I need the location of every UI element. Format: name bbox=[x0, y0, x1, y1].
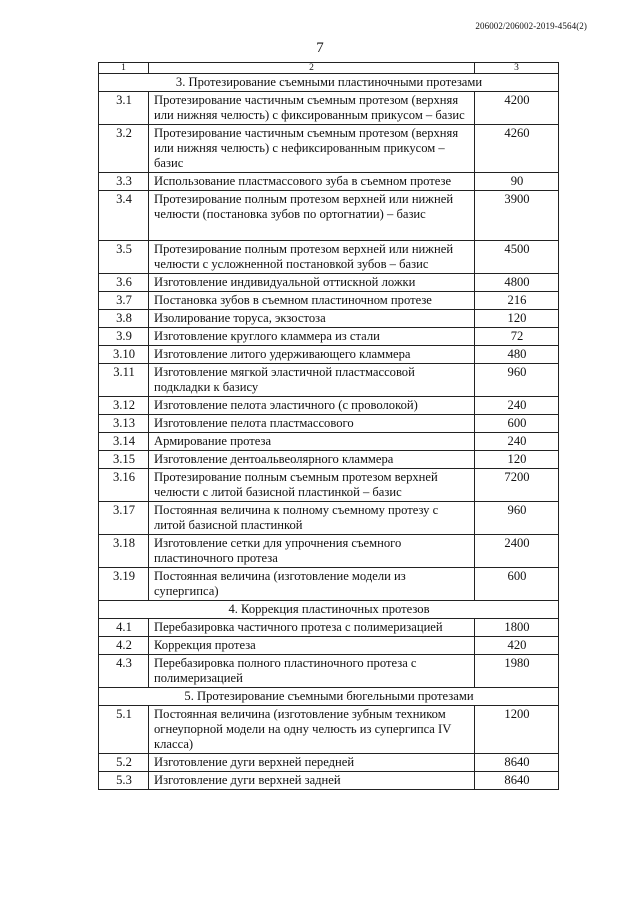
item-name: Протезирование полным съемным протезом верхней челюсти с литой базисной пластинкой – базис bbox=[149, 469, 475, 502]
item-name: Использование пластмассового зуба в съемном протезе bbox=[149, 173, 475, 191]
item-name: Изготовление пелота эластичного (с проволокой) bbox=[149, 397, 475, 415]
table-row bbox=[99, 310, 559, 328]
item-price: 960 bbox=[475, 364, 559, 397]
item-name: Изготовление дуги верхней задней bbox=[149, 772, 475, 790]
item-code: 5.3 bbox=[99, 772, 149, 790]
item-name: Изготовление мягкой эластичной пластмассовой подкладки к базису bbox=[149, 364, 475, 397]
item-code: 3.4 bbox=[99, 191, 149, 241]
table-row bbox=[99, 364, 559, 397]
table-row bbox=[99, 568, 559, 601]
item-code: 5.2 bbox=[99, 754, 149, 772]
section-header-row bbox=[99, 74, 559, 92]
item-name: Изготовление круглого кламмера из стали bbox=[149, 328, 475, 346]
table-row bbox=[99, 706, 559, 754]
price-table bbox=[98, 62, 559, 790]
item-code: 3.17 bbox=[99, 502, 149, 535]
item-code: 3.19 bbox=[99, 568, 149, 601]
table-row bbox=[99, 346, 559, 364]
section-title: 3. Протезирование съемными пластиночными протезами bbox=[99, 74, 559, 92]
item-price: 1980 bbox=[475, 655, 559, 688]
item-price: 4200 bbox=[475, 92, 559, 125]
item-code: 4.1 bbox=[99, 619, 149, 637]
table-row bbox=[99, 173, 559, 191]
item-price: 8640 bbox=[475, 754, 559, 772]
table-row bbox=[99, 191, 559, 241]
item-price: 120 bbox=[475, 310, 559, 328]
item-price: 960 bbox=[475, 502, 559, 535]
section-title: 4. Коррекция пластиночных протезов bbox=[99, 601, 559, 619]
document-id: 206002/206002-2019-4564(2) bbox=[475, 21, 587, 31]
item-code: 3.12 bbox=[99, 397, 149, 415]
section-title: 5. Протезирование съемными бюгельными протезами bbox=[99, 688, 559, 706]
item-price: 90 bbox=[475, 173, 559, 191]
table-row bbox=[99, 451, 559, 469]
column-number-row bbox=[99, 63, 559, 74]
item-name: Изолирование торуса, экзостоза bbox=[149, 310, 475, 328]
table-row bbox=[99, 502, 559, 535]
table-row bbox=[99, 241, 559, 274]
item-price: 4800 bbox=[475, 274, 559, 292]
column-number: 2 bbox=[149, 63, 475, 74]
item-code: 3.15 bbox=[99, 451, 149, 469]
item-name: Постоянная величина (изготовление модели из супергипса) bbox=[149, 568, 475, 601]
table-row bbox=[99, 469, 559, 502]
page-number: 7 bbox=[316, 40, 324, 56]
table-row bbox=[99, 772, 559, 790]
item-code: 3.13 bbox=[99, 415, 149, 433]
item-name: Изготовление дентоальвеолярного кламмера bbox=[149, 451, 475, 469]
section-header-row bbox=[99, 601, 559, 619]
item-code: 3.9 bbox=[99, 328, 149, 346]
item-name: Протезирование полным протезом верхней или нижней челюсти (постановка зубов по ортогнатии) – базис bbox=[149, 191, 475, 241]
item-code: 3.11 bbox=[99, 364, 149, 397]
item-code: 5.1 bbox=[99, 706, 149, 754]
item-name: Протезирование частичным съемным протезом (верхняя или нижняя челюсть) с фиксированным прикусом – базис bbox=[149, 92, 475, 125]
item-name: Перебазировка полного пластиночного протеза с полимеризацией bbox=[149, 655, 475, 688]
item-price: 216 bbox=[475, 292, 559, 310]
item-name: Постановка зубов в съемном пластиночном протезе bbox=[149, 292, 475, 310]
item-price: 8640 bbox=[475, 772, 559, 790]
column-number: 1 bbox=[99, 63, 149, 74]
item-name: Постоянная величина (изготовление зубным техником огнеупорной модели на одну челюсть из супергипса IV класса) bbox=[149, 706, 475, 754]
item-code: 3.8 bbox=[99, 310, 149, 328]
item-name: Перебазировка частичного протеза с полимеризацией bbox=[149, 619, 475, 637]
item-price: 2400 bbox=[475, 535, 559, 568]
table-row bbox=[99, 292, 559, 310]
table-row bbox=[99, 397, 559, 415]
item-code: 3.14 bbox=[99, 433, 149, 451]
item-price: 420 bbox=[475, 637, 559, 655]
item-code: 3.7 bbox=[99, 292, 149, 310]
table-row bbox=[99, 433, 559, 451]
item-price: 600 bbox=[475, 568, 559, 601]
item-price: 1800 bbox=[475, 619, 559, 637]
item-name: Протезирование полным протезом верхней или нижней челюсти с усложненной постановкой зубов – базис bbox=[149, 241, 475, 274]
item-code: 3.1 bbox=[99, 92, 149, 125]
table-row bbox=[99, 619, 559, 637]
item-code: 3.2 bbox=[99, 125, 149, 173]
item-name: Изготовление дуги верхней передней bbox=[149, 754, 475, 772]
item-code: 3.6 bbox=[99, 274, 149, 292]
table-row bbox=[99, 274, 559, 292]
item-code: 3.16 bbox=[99, 469, 149, 502]
item-name: Изготовление пелота пластмассового bbox=[149, 415, 475, 433]
table-row bbox=[99, 415, 559, 433]
item-code: 4.3 bbox=[99, 655, 149, 688]
item-price: 240 bbox=[475, 397, 559, 415]
item-price: 600 bbox=[475, 415, 559, 433]
section-header-row bbox=[99, 688, 559, 706]
item-code: 3.3 bbox=[99, 173, 149, 191]
item-code: 3.5 bbox=[99, 241, 149, 274]
item-code: 3.10 bbox=[99, 346, 149, 364]
item-price: 72 bbox=[475, 328, 559, 346]
item-price: 3900 bbox=[475, 191, 559, 241]
table-row bbox=[99, 535, 559, 568]
item-price: 240 bbox=[475, 433, 559, 451]
item-name: Постоянная величина к полному съемному протезу с литой базисной пластинкой bbox=[149, 502, 475, 535]
table-row bbox=[99, 328, 559, 346]
table-row bbox=[99, 92, 559, 125]
column-number: 3 bbox=[475, 63, 559, 74]
item-price: 1200 bbox=[475, 706, 559, 754]
item-price: 120 bbox=[475, 451, 559, 469]
item-code: 3.18 bbox=[99, 535, 149, 568]
item-price: 4260 bbox=[475, 125, 559, 173]
item-name: Армирование протеза bbox=[149, 433, 475, 451]
item-name: Коррекция протеза bbox=[149, 637, 475, 655]
item-price: 4500 bbox=[475, 241, 559, 274]
item-code: 4.2 bbox=[99, 637, 149, 655]
item-price: 480 bbox=[475, 346, 559, 364]
table-row bbox=[99, 125, 559, 173]
item-name: Изготовление сетки для упрочнения съемного пластиночного протеза bbox=[149, 535, 475, 568]
table-row bbox=[99, 754, 559, 772]
table-row bbox=[99, 637, 559, 655]
item-name: Изготовление индивидуальной оттискной ложки bbox=[149, 274, 475, 292]
item-price: 7200 bbox=[475, 469, 559, 502]
item-name: Изготовление литого удерживающего кламмера bbox=[149, 346, 475, 364]
item-name: Протезирование частичным съемным протезом (верхняя или нижняя челюсть) с нефиксированным прикусом – базис bbox=[149, 125, 475, 173]
table-row bbox=[99, 655, 559, 688]
